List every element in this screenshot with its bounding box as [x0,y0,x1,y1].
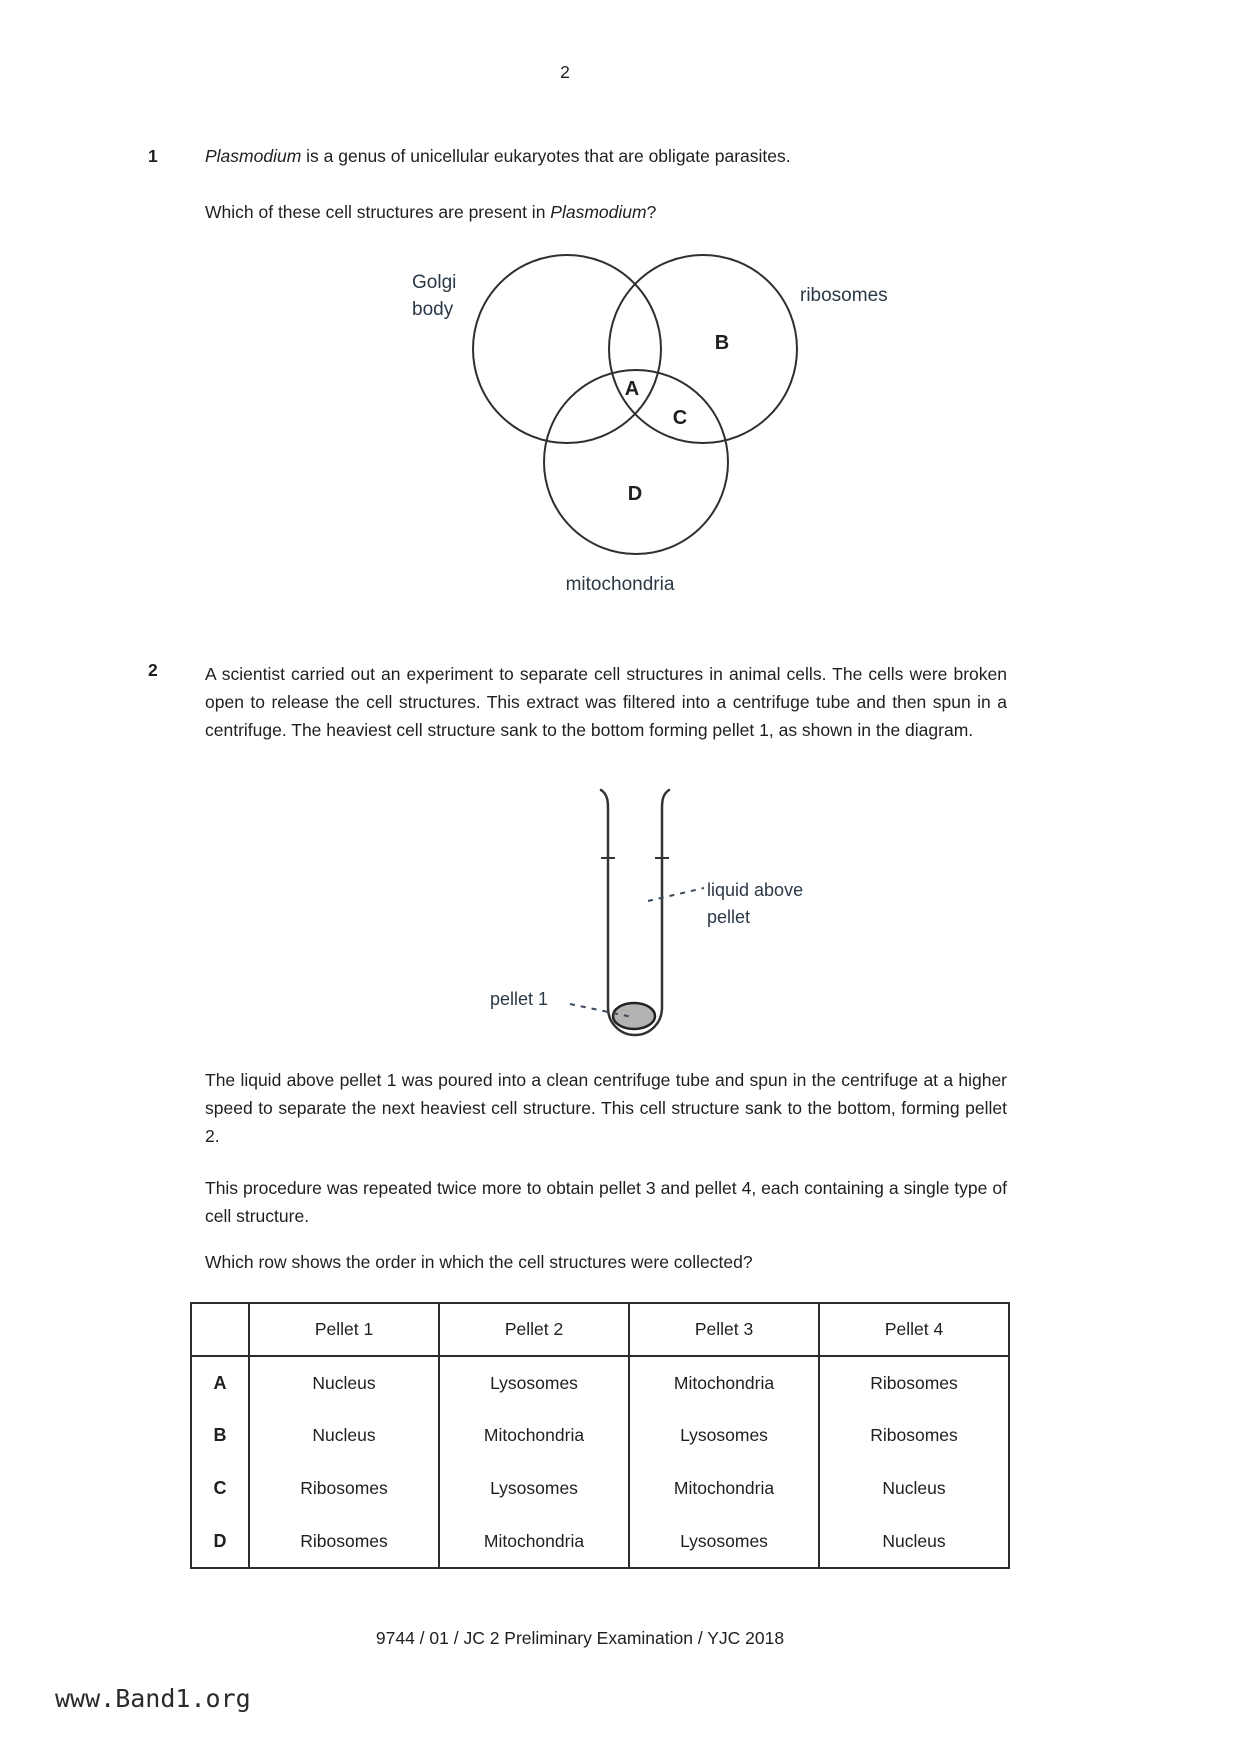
pellet-shape [613,1003,655,1029]
pellet-1-label: pellet 1 [490,989,549,1009]
mitochondria-label: mitochondria [565,574,675,595]
table-cell: Lysosomes [629,1515,819,1568]
table-cell: Lysosomes [439,1356,629,1409]
table-row [191,1515,1009,1568]
question-2-paragraph-2: The liquid above pellet 1 was poured into a clean centrifuge tube and spun in the centrifuge at a higher speed to separate the next heaviest cell structure. This cell structure sank to the bottom, forming pellet 2. [205,1070,1007,1146]
header-pellet-4: Pellet 4 [819,1303,1009,1356]
question-1-intro-italic: Plasmodium [205,146,302,166]
table-cell: Ribosomes [819,1409,1009,1462]
venn-region-a: A [624,378,640,400]
question-1-prompt-post: ? [646,202,657,222]
question-1-prompt-italic: Plasmodium [550,202,647,222]
golgi-body-label-line1: Golgi [412,272,457,293]
table-cell: Mitochondria [629,1356,819,1409]
centrifuge-tube-diagram [420,780,860,1050]
liquid-above-pellet-label-line2: pellet [707,907,751,927]
header-pellet-3: Pellet 3 [629,1303,819,1356]
table-cell: Nucleus [249,1356,439,1409]
liquid-leader-line [648,888,704,901]
table-cell: Ribosomes [819,1356,1009,1409]
table-row [191,1462,1009,1515]
table-cell: Lysosomes [439,1462,629,1515]
option-letter: A [191,1356,249,1409]
option-letter: C [191,1462,249,1515]
question-2-paragraph-1: A scientist carried out an experiment to separate cell structures in animal cells. The cells were broken open to release the cell structures. This extract was filtered into a centrifuge tube and then spun in a centrifuge. The heaviest cell structure sank to the bottom forming pellet 1, as shown in the diagram. [205,664,1007,740]
venn-diagram [340,225,920,605]
liquid-above-pellet-label-line1: liquid above [707,880,804,900]
ribosomes-label: ribosomes [800,285,888,306]
header-pellet-2: Pellet 2 [439,1303,629,1356]
table-cell: Ribosomes [249,1462,439,1515]
table-cell: Ribosomes [249,1515,439,1568]
question-2-number: 2 [148,660,158,680]
table-cell: Mitochondria [439,1515,629,1568]
table-row [191,1409,1009,1462]
header-pellet-1: Pellet 1 [249,1303,439,1356]
site-watermark: www.Band1.org [55,1684,251,1713]
table-cell: Nucleus [819,1515,1009,1568]
table-cell: Nucleus [819,1462,1009,1515]
table-header-row [191,1303,1009,1356]
golgi-body-circle [473,255,661,443]
exam-reference-footer: 9744 / 01 / JC 2 Preliminary Examination / YJC 2018 [375,1628,785,1648]
question-1-intro-rest: is a genus of unicellular eukaryotes that are obligate parasites. [301,146,791,166]
page-number: 2 [560,62,570,82]
golgi-body-label-line2: body [412,299,454,320]
table-cell: Mitochondria [439,1409,629,1462]
question-2-prompt: Which row shows the order in which the cell structures were collected? [205,1252,753,1272]
option-letter: B [191,1409,249,1462]
test-tube-outline [601,790,669,1035]
table-row [191,1356,1009,1409]
question-1-prompt-pre: Which of these cell structures are present in [205,202,551,222]
table-corner-cell [191,1303,249,1356]
table-cell: Lysosomes [629,1409,819,1462]
question-1-number: 1 [148,146,158,166]
venn-region-c: C [672,407,688,429]
option-letter: D [191,1515,249,1568]
table-cell: Nucleus [249,1409,439,1462]
table-cell: Mitochondria [629,1462,819,1515]
question-1-prompt [205,202,656,223]
question-1-intro [205,146,791,167]
venn-region-b: B [714,332,730,354]
answer-table [190,1302,1010,1569]
ribosomes-circle [609,255,797,443]
venn-region-d: D [627,483,643,505]
question-2-paragraph-3: This procedure was repeated twice more to obtain pellet 3 and pellet 4, each containing a single type of cell structure. [205,1178,1007,1226]
